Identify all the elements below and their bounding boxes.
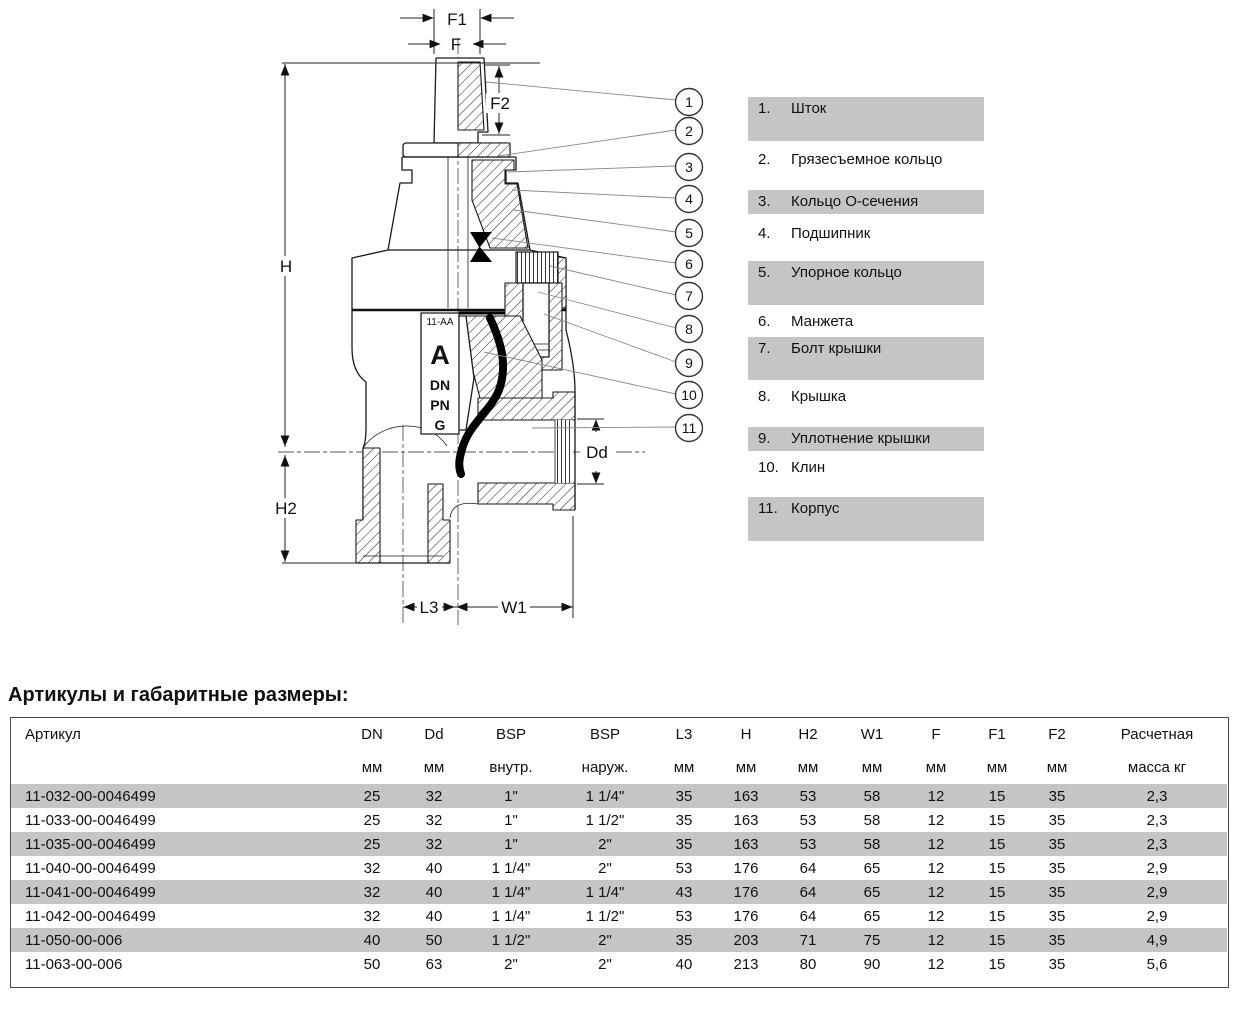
table-cell: 15 — [988, 835, 1006, 853]
unit-cell: мм — [423, 759, 445, 776]
table-cell: 2,9 — [1146, 883, 1168, 901]
table-cell: 25 — [363, 787, 381, 805]
dimension-w1-label: W1 — [501, 598, 527, 617]
table-cell: 1" — [504, 811, 518, 829]
part-label: Болт крышки — [791, 340, 882, 357]
header-cell: Расчетная — [1120, 726, 1194, 743]
callout-10: 10 — [681, 387, 697, 403]
table-cell: 32 — [425, 835, 443, 853]
part-label: Корпус — [791, 500, 840, 517]
parts-list-item — [748, 497, 984, 541]
table-cell: 2,9 — [1146, 859, 1168, 877]
unit-cell: мм — [361, 759, 383, 776]
table-cell: 163 — [733, 811, 759, 829]
table-cell: 176 — [733, 859, 759, 877]
nameplate — [421, 313, 459, 434]
callout-8: 8 — [685, 321, 693, 337]
header-row — [11, 718, 1227, 751]
callout-balloons — [676, 89, 703, 442]
table-row — [11, 928, 1227, 952]
table-cell: 53 — [799, 787, 817, 805]
callout-2: 2 — [685, 123, 693, 139]
unit-cell — [11, 751, 341, 784]
part-number: 10. — [758, 459, 779, 476]
part-label: Упорное кольцо — [791, 264, 902, 281]
table-cell: 15 — [988, 811, 1006, 829]
table-cell: 1 1/4" — [491, 883, 531, 901]
valve-diagram — [0, 0, 745, 660]
table-cell: 35 — [1048, 859, 1066, 877]
table-cell: 50 — [363, 955, 381, 973]
table-cell: 176 — [733, 907, 759, 925]
table-cell: 1 1/2" — [585, 907, 625, 925]
table-cell: 1 1/4" — [585, 883, 625, 901]
table-cell: 176 — [733, 883, 759, 901]
part-label: Уплотнение крышки — [791, 430, 931, 447]
table-cell: 40 — [675, 955, 693, 973]
table-cell: 50 — [425, 931, 443, 949]
table-row — [11, 856, 1227, 880]
table-cell: 53 — [799, 811, 817, 829]
table-cell: 35 — [675, 835, 693, 853]
table-cell: 80 — [799, 955, 817, 973]
part-label: Кольцо О-сечения — [791, 193, 919, 210]
table-cell: 35 — [675, 787, 693, 805]
table-cell: 15 — [988, 931, 1006, 949]
dimension-dd — [577, 419, 614, 484]
table-cell: 1" — [504, 787, 518, 805]
header-cell: L3 — [675, 726, 693, 743]
header-cell: Dd — [424, 726, 444, 743]
table-cell: 15 — [988, 907, 1006, 925]
cast-marking: 11-AA — [426, 317, 454, 328]
table-cell: 12 — [927, 787, 945, 805]
unit-cell: внутр. — [489, 759, 533, 776]
marking-g: G — [434, 417, 446, 433]
table-cell: 32 — [363, 907, 381, 925]
table-cell: 75 — [863, 931, 881, 949]
table-cell: 1" — [504, 835, 518, 853]
parts-list-item — [748, 427, 984, 451]
part-label: Грязесъемное кольцо — [791, 151, 943, 168]
parts-list-item — [748, 456, 984, 482]
table-cell: 40 — [425, 907, 443, 925]
header-cell: BSP — [589, 726, 620, 743]
callout-9: 9 — [685, 355, 693, 371]
part-number: 8. — [758, 388, 771, 405]
table-cell: 65 — [863, 859, 881, 877]
part-number: 4. — [758, 225, 771, 242]
part-number: 9. — [758, 430, 771, 447]
table-cell: 63 — [425, 955, 443, 973]
callout-5: 5 — [685, 225, 693, 241]
table-cell: 71 — [799, 931, 817, 949]
unit-cell: мм — [735, 759, 757, 776]
table-cell: 12 — [927, 859, 945, 877]
table-cell: 203 — [733, 931, 759, 949]
header-cell: H2 — [798, 726, 818, 743]
table-cell: 2" — [598, 931, 612, 949]
table-cell: 12 — [927, 907, 945, 925]
table-cell: 2" — [504, 955, 518, 973]
table-cell: 2,9 — [1146, 907, 1168, 925]
table-cell: 32 — [425, 787, 443, 805]
table-body — [11, 784, 1227, 976]
table-cell: 32 — [425, 811, 443, 829]
table-cell: 1 1/2" — [491, 931, 531, 949]
callout-7: 7 — [685, 288, 693, 304]
table-cell: 12 — [927, 883, 945, 901]
table-cell: 1 1/4" — [491, 907, 531, 925]
part-number: 6. — [758, 313, 771, 330]
table-cell: 32 — [363, 859, 381, 877]
header-cell: F — [931, 726, 941, 743]
part-label: Клин — [791, 459, 826, 476]
table-cell: 2" — [598, 955, 612, 973]
header-cell: F2 — [1048, 726, 1066, 743]
table-cell: 2" — [598, 835, 612, 853]
table-cell: 2,3 — [1146, 835, 1168, 853]
table-title: Артикулы и габаритные размеры: — [8, 684, 349, 706]
parts-list-item — [748, 222, 984, 248]
table-cell: 40 — [425, 859, 443, 877]
table-cell: 11-035-00-0046499 — [25, 835, 156, 853]
table-row — [11, 904, 1227, 928]
callout-6: 6 — [685, 256, 693, 272]
unit-cell: мм — [925, 759, 947, 776]
unit-cell: мм — [1046, 759, 1068, 776]
header-cell: W1 — [860, 726, 884, 743]
table-row — [11, 952, 1227, 976]
svg-text:F: F — [450, 35, 462, 54]
table-cell: 2" — [598, 859, 612, 877]
brand-logo: A — [430, 340, 450, 370]
table-row — [11, 832, 1227, 856]
svg-text:Dd: Dd — [586, 443, 608, 462]
table-cell: 12 — [927, 835, 945, 853]
header-cell: Артикул — [25, 726, 81, 743]
table-cell: 11-040-00-0046499 — [25, 859, 156, 877]
header-cell: BSP — [495, 726, 526, 743]
table-row — [11, 784, 1227, 808]
table-header — [11, 718, 1227, 784]
table-cell: 35 — [1048, 931, 1066, 949]
wedge — [452, 316, 542, 474]
table-cell: 15 — [988, 883, 1006, 901]
table-cell: 1 1/4" — [491, 859, 531, 877]
part-number: 7. — [758, 340, 771, 357]
svg-text:F2: F2 — [490, 94, 510, 113]
units-row — [11, 751, 1227, 784]
table-cell: 43 — [675, 883, 693, 901]
dimension-f — [408, 35, 506, 54]
right-outlet — [478, 392, 575, 510]
table-cell: 53 — [799, 835, 817, 853]
table-cell: 40 — [363, 931, 381, 949]
part-number: 5. — [758, 264, 771, 281]
parts-list-item — [748, 148, 984, 174]
table-cell: 11-033-00-0046499 — [25, 811, 156, 829]
table-cell: 32 — [363, 883, 381, 901]
table-cell: 35 — [1048, 787, 1066, 805]
parts-list-item — [748, 310, 984, 336]
table-cell: 12 — [927, 931, 945, 949]
table-cell: 53 — [675, 907, 693, 925]
table-cell: 12 — [927, 955, 945, 973]
table-cell: 1 1/2" — [585, 811, 625, 829]
table-cell: 64 — [799, 859, 817, 877]
table-cell: 65 — [863, 907, 881, 925]
header-cell: F1 — [988, 726, 1006, 743]
marking-pn: PN — [430, 397, 450, 413]
table-cell: 64 — [799, 907, 817, 925]
marking-dn: DN — [429, 377, 451, 393]
table-cell: 53 — [675, 859, 693, 877]
table-cell: 2,3 — [1146, 811, 1168, 829]
callout-1: 1 — [685, 94, 693, 110]
table-cell: 4,9 — [1146, 931, 1168, 949]
table-cell: 25 — [363, 811, 381, 829]
dimensions-table-box — [10, 717, 1229, 988]
table-cell: 35 — [675, 931, 693, 949]
svg-text:H2: H2 — [275, 499, 297, 518]
table-cell: 65 — [863, 883, 881, 901]
unit-cell: мм — [673, 759, 695, 776]
table-cell: 15 — [988, 787, 1006, 805]
parts-list — [748, 97, 984, 547]
header-cell: DN — [361, 726, 383, 743]
part-number: 2. — [758, 151, 771, 168]
table-cell: 58 — [863, 835, 881, 853]
table-cell: 58 — [863, 787, 881, 805]
table-cell: 15 — [988, 955, 1006, 973]
part-number: 3. — [758, 193, 771, 210]
table-cell: 1 1/4" — [585, 787, 625, 805]
table-cell: 35 — [1048, 835, 1066, 853]
dimensions-table — [11, 718, 1227, 976]
table-cell: 11-063-00-006 — [25, 955, 123, 973]
unit-cell: мм — [861, 759, 883, 776]
parts-list-item — [748, 261, 984, 305]
parts-list-item — [748, 190, 984, 214]
parts-list-item — [748, 97, 984, 141]
table-cell: 2,3 — [1146, 787, 1168, 805]
part-label: Шток — [791, 100, 827, 117]
svg-text:H: H — [279, 257, 293, 276]
table-cell: 11-032-00-0046499 — [25, 787, 156, 805]
table-cell: 12 — [927, 811, 945, 829]
table-cell: 11-041-00-0046499 — [25, 883, 156, 901]
dimension-h2 — [271, 455, 358, 563]
table-cell: 11-050-00-006 — [25, 931, 123, 949]
unit-cell: мм — [986, 759, 1008, 776]
table-cell: 64 — [799, 883, 817, 901]
parts-list-item — [748, 337, 984, 380]
table-cell: 25 — [363, 835, 381, 853]
table-cell: 35 — [1048, 907, 1066, 925]
table-cell: 163 — [733, 787, 759, 805]
table-cell: 5,6 — [1146, 955, 1168, 973]
table-cell: 35 — [1048, 811, 1066, 829]
callout-4: 4 — [685, 191, 693, 207]
part-number: 11. — [758, 500, 778, 517]
dimension-l3-label: L3 — [419, 598, 439, 617]
table-cell: 35 — [1048, 883, 1066, 901]
callout-3: 3 — [685, 159, 693, 175]
part-label: Подшипник — [791, 225, 871, 242]
table-cell: 163 — [733, 835, 759, 853]
part-number: 1. — [758, 100, 771, 117]
unit-cell: наруж. — [581, 759, 629, 776]
table-cell: 11-042-00-0046499 — [25, 907, 156, 925]
table-row — [11, 880, 1227, 904]
part-label: Крышка — [791, 388, 847, 405]
svg-text:F1: F1 — [447, 10, 467, 29]
table-row — [11, 808, 1227, 832]
unit-cell: мм — [797, 759, 819, 776]
callout-11: 11 — [681, 420, 697, 436]
table-cell: 58 — [863, 811, 881, 829]
table-cell: 35 — [1048, 955, 1066, 973]
table-cell: 35 — [675, 811, 693, 829]
table-cell: 90 — [863, 955, 881, 973]
unit-cell: масса кг — [1127, 759, 1187, 776]
header-cell: H — [740, 726, 752, 743]
table-cell: 213 — [733, 955, 759, 973]
table-cell: 40 — [425, 883, 443, 901]
table-cell: 15 — [988, 859, 1006, 877]
parts-list-item — [748, 385, 984, 411]
part-label: Манжета — [791, 313, 854, 330]
